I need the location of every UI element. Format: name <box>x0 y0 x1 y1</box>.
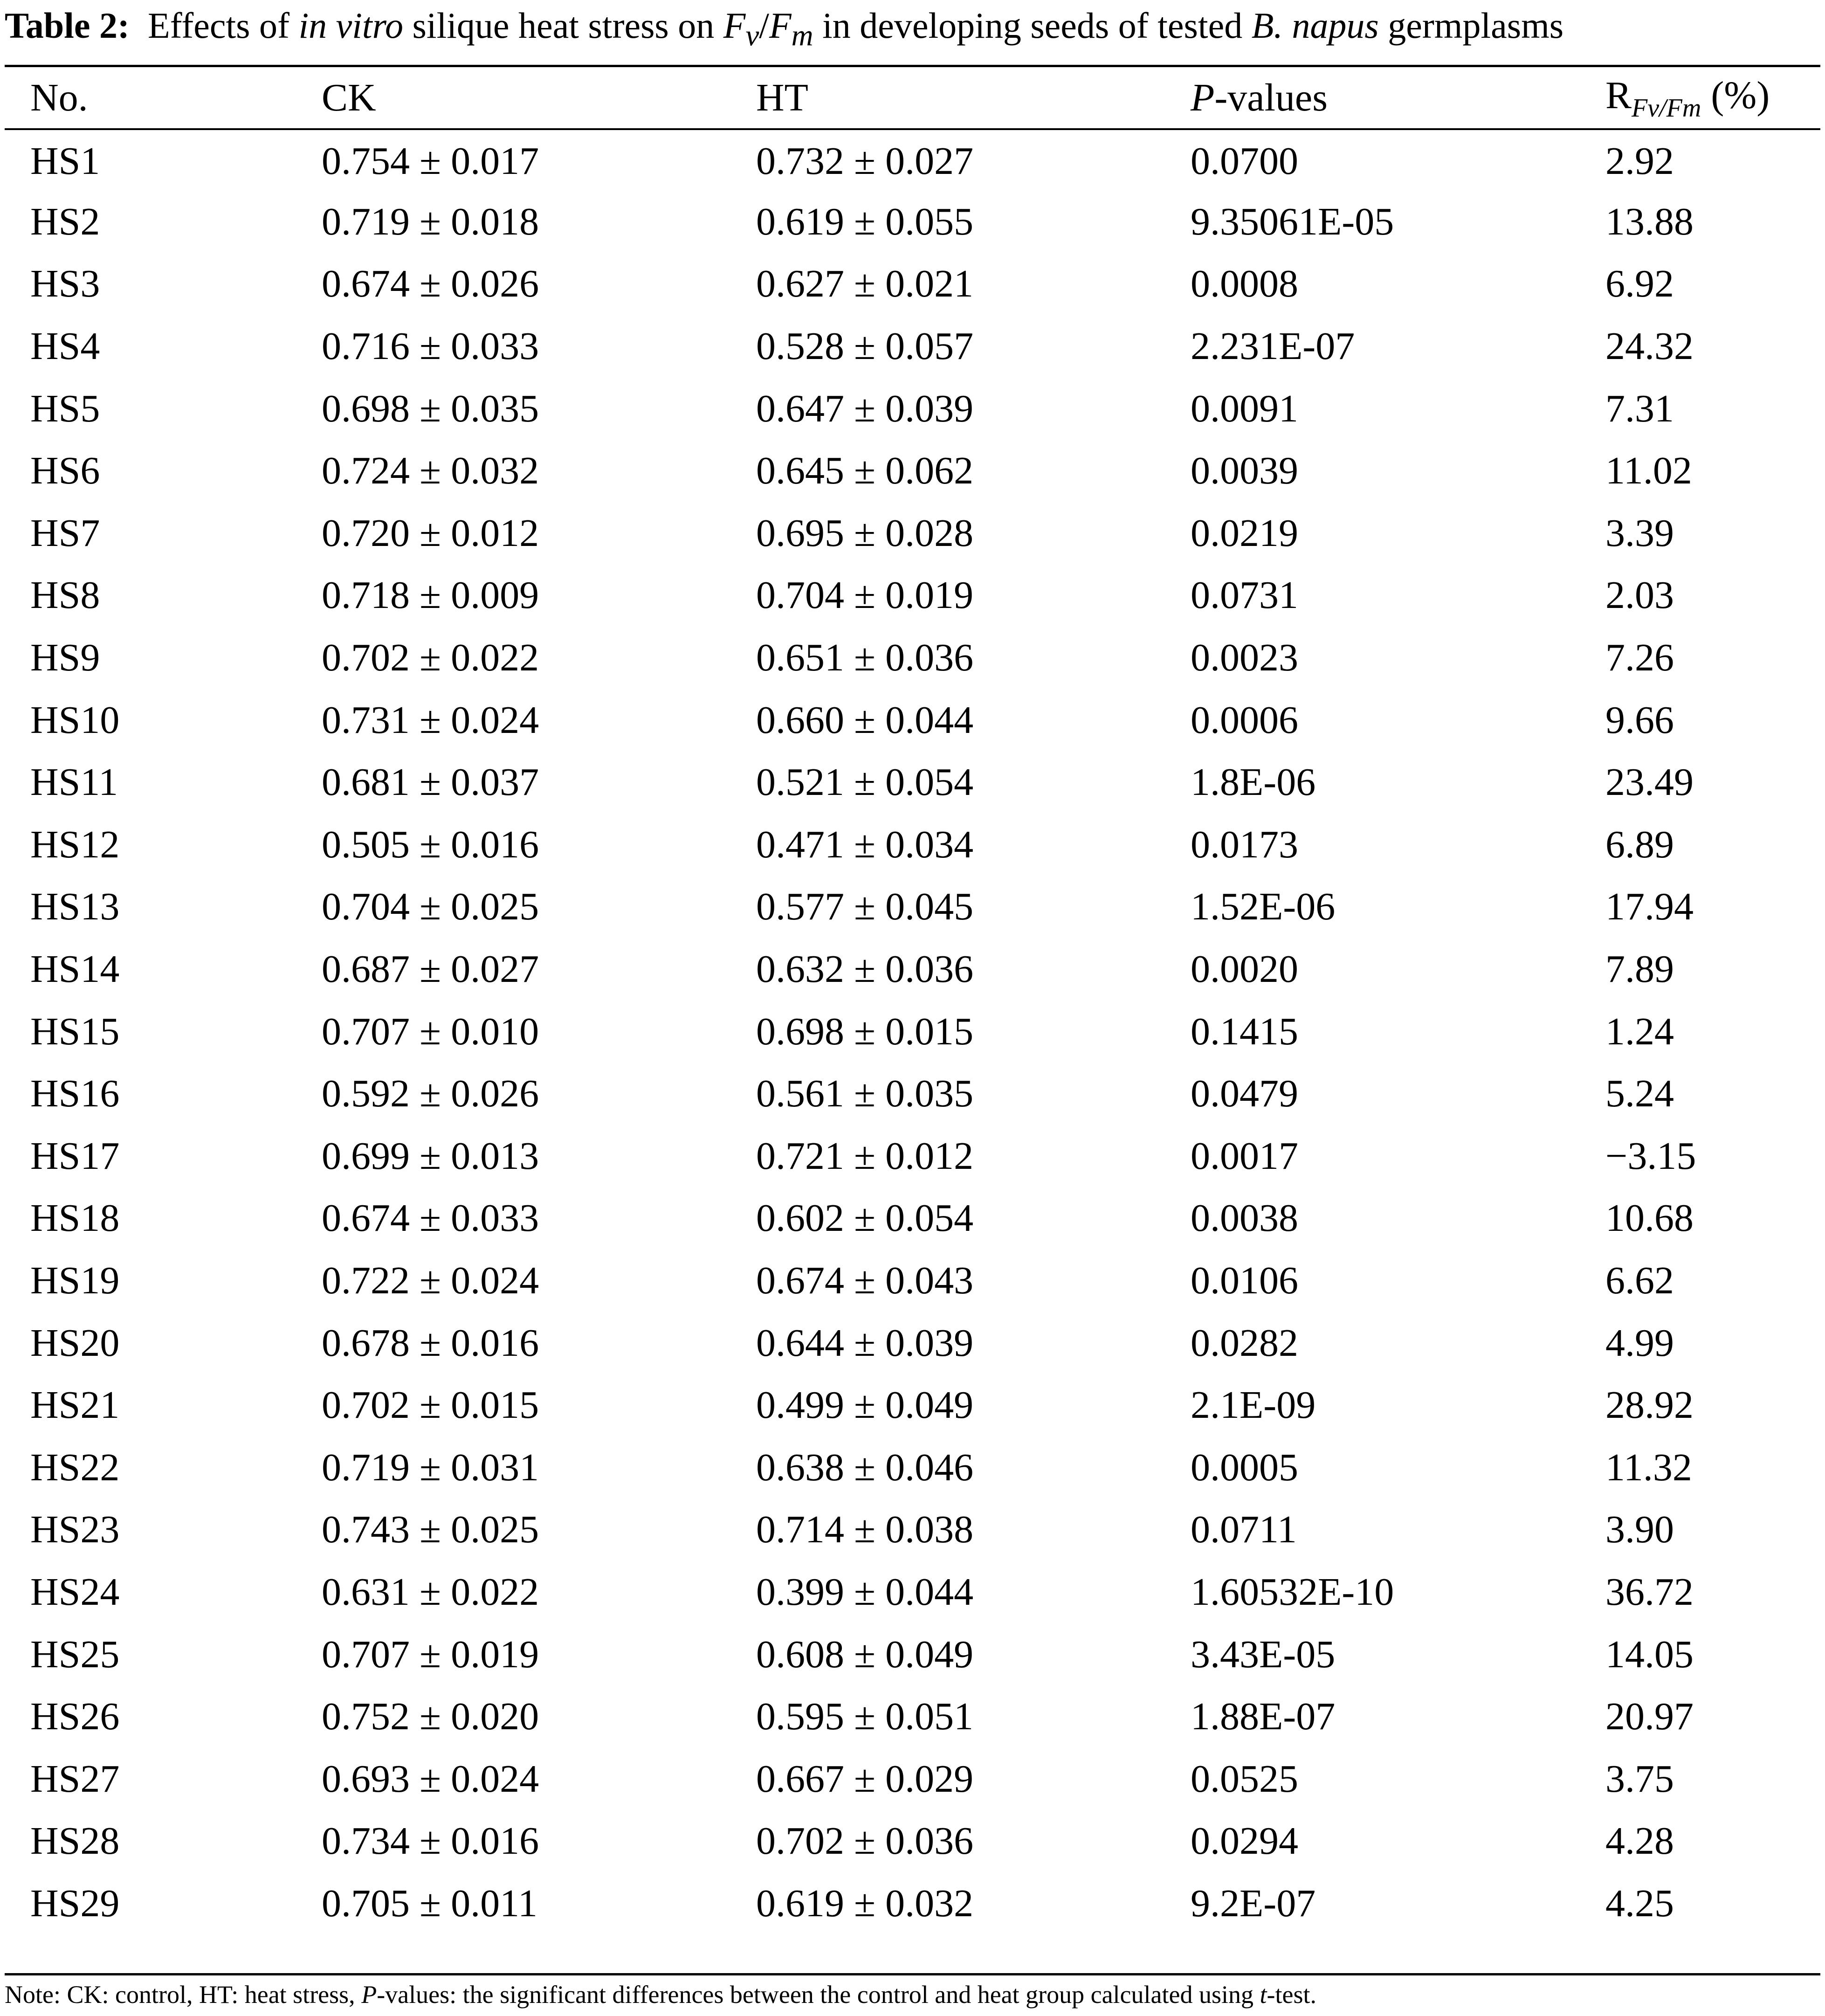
cell-ck: 0.693 ± 0.024 <box>322 1757 539 1801</box>
caption-text-italic: in vitro <box>298 5 404 46</box>
cell-ck: 0.674 ± 0.033 <box>322 1196 539 1240</box>
caption-text-1: Effects of <box>148 5 289 46</box>
table-row <box>5 440 1820 502</box>
cell-r-fvfm: 9.66 <box>1605 698 1674 742</box>
table-row <box>5 1250 1820 1312</box>
header-no: No. <box>30 76 88 119</box>
cell-no: HS3 <box>30 262 100 306</box>
cell-ht: 0.499 ± 0.049 <box>756 1383 974 1427</box>
cell-ht: 0.627 ± 0.021 <box>756 262 974 306</box>
cell-r-fvfm: 24.32 <box>1605 324 1694 368</box>
cell-r-fvfm: 10.68 <box>1605 1196 1694 1240</box>
cell-p-value: 0.0038 <box>1191 1196 1298 1240</box>
cell-p-value: 2.1E-09 <box>1191 1383 1316 1427</box>
cell-r-fvfm: 13.88 <box>1605 200 1694 243</box>
cell-no: HS28 <box>30 1819 120 1863</box>
cell-ht: 0.521 ± 0.054 <box>756 760 974 804</box>
cell-p-value: 0.0017 <box>1191 1134 1298 1178</box>
cell-ck: 0.707 ± 0.010 <box>322 1009 539 1053</box>
cell-p-value: 0.0006 <box>1191 698 1298 742</box>
header-p-values: P-values <box>1191 76 1328 119</box>
cell-p-value: 3.43E-05 <box>1191 1632 1336 1676</box>
cell-r-fvfm: 3.75 <box>1605 1757 1674 1801</box>
cell-no: HS18 <box>30 1196 120 1240</box>
cell-p-value: 0.0005 <box>1191 1445 1298 1489</box>
cell-p-value: 1.88E-07 <box>1191 1695 1336 1739</box>
caption-slash: / <box>759 5 769 46</box>
cell-p-value: 9.2E-07 <box>1191 1881 1316 1925</box>
cell-ck: 0.681 ± 0.037 <box>322 760 539 804</box>
table-row <box>5 627 1820 689</box>
table-row <box>5 689 1820 751</box>
cell-r-fvfm: 3.39 <box>1605 511 1674 555</box>
table-row <box>5 1685 1820 1748</box>
cell-r-fvfm: 6.89 <box>1605 822 1674 866</box>
cell-ck: 0.705 ± 0.011 <box>322 1881 537 1925</box>
table-note: Note: CK: control, HT: heat stress, P-values: the significant differences between the control and heat group calculated using t-test. <box>5 1981 1316 2009</box>
cell-no: HS25 <box>30 1632 120 1676</box>
table-row <box>5 1810 1820 1872</box>
cell-p-value: 0.0479 <box>1191 1072 1298 1116</box>
cell-no: HS21 <box>30 1383 120 1427</box>
table-row <box>5 1747 1820 1810</box>
table-row <box>5 315 1820 378</box>
table-row <box>5 1623 1820 1685</box>
cell-r-fvfm: 2.03 <box>1605 573 1674 617</box>
cell-ck: 0.719 ± 0.031 <box>322 1445 539 1489</box>
cell-p-value: 0.0020 <box>1191 947 1298 991</box>
cell-no: HS14 <box>30 947 120 991</box>
cell-r-fvfm: 2.92 <box>1605 139 1674 183</box>
table-caption <box>5 0 1823 51</box>
table-row <box>5 502 1820 565</box>
cell-p-value: 0.0091 <box>1191 387 1298 430</box>
cell-ck: 0.704 ± 0.025 <box>322 885 539 929</box>
cell-no: HS10 <box>30 698 120 742</box>
cell-no: HS24 <box>30 1570 120 1614</box>
cell-ht: 0.608 ± 0.049 <box>756 1632 974 1676</box>
cell-r-fvfm: 14.05 <box>1605 1632 1694 1676</box>
cell-r-fvfm: 4.99 <box>1605 1321 1674 1365</box>
cell-no: HS20 <box>30 1321 120 1365</box>
cell-ht: 0.647 ± 0.039 <box>756 387 974 430</box>
cell-no: HS16 <box>30 1072 120 1116</box>
cell-r-fvfm: 7.26 <box>1605 636 1674 680</box>
cell-ck: 0.722 ± 0.024 <box>322 1258 539 1302</box>
cell-ck: 0.698 ± 0.035 <box>322 387 539 430</box>
cell-r-fvfm: 11.32 <box>1605 1445 1692 1489</box>
cell-ht: 0.660 ± 0.044 <box>756 698 974 742</box>
cell-no: HS17 <box>30 1134 120 1178</box>
cell-ht: 0.399 ± 0.044 <box>756 1570 974 1614</box>
cell-r-fvfm: 36.72 <box>1605 1570 1694 1614</box>
cell-no: HS6 <box>30 449 100 493</box>
cell-ck: 0.592 ± 0.026 <box>322 1072 539 1116</box>
cell-no: HS5 <box>30 387 100 430</box>
table-row <box>5 191 1820 253</box>
table-row <box>5 814 1820 876</box>
cell-ht: 0.577 ± 0.045 <box>756 885 974 929</box>
cell-p-value: 2.231E-07 <box>1191 324 1355 368</box>
cell-r-fvfm: 6.92 <box>1605 262 1674 306</box>
cell-no: HS27 <box>30 1757 120 1801</box>
header-r-fvfm: $R_{Fv/Fm}$ (%) <box>1605 73 1770 123</box>
table-body <box>5 128 1820 1934</box>
table-row <box>5 1498 1820 1561</box>
cell-ht: 0.667 ± 0.029 <box>756 1757 974 1801</box>
cell-ht: 0.632 ± 0.036 <box>756 947 974 991</box>
cell-r-fvfm: 28.92 <box>1605 1383 1694 1427</box>
header-ck: CK <box>322 76 376 119</box>
table-row <box>5 1125 1820 1188</box>
table-row <box>5 938 1820 1001</box>
cell-p-value: 0.0731 <box>1191 573 1298 617</box>
table-row <box>5 1436 1820 1498</box>
cell-p-value: 1.8E-06 <box>1191 760 1316 804</box>
cell-r-fvfm: 1.24 <box>1605 1009 1674 1053</box>
cell-ck: 0.734 ± 0.016 <box>322 1819 539 1863</box>
cell-ck: 0.754 ± 0.017 <box>322 139 539 183</box>
cell-ht: 0.471 ± 0.034 <box>756 822 974 866</box>
cell-ht: 0.698 ± 0.015 <box>756 1009 974 1053</box>
cell-r-fvfm: 4.28 <box>1605 1819 1674 1863</box>
cell-p-value: 0.0106 <box>1191 1258 1298 1302</box>
caption-fv: $F_v$ <box>723 5 759 53</box>
caption-text-4: germplasms <box>1388 5 1564 46</box>
table-row <box>5 253 1820 315</box>
cell-ht: 0.561 ± 0.035 <box>756 1072 974 1116</box>
results-table <box>5 67 1820 1934</box>
cell-no: HS7 <box>30 511 100 555</box>
cell-p-value: 0.0525 <box>1191 1757 1298 1801</box>
cell-ht: 0.721 ± 0.012 <box>756 1134 974 1178</box>
caption-fm: $F_m$ <box>769 5 813 53</box>
cell-no: HS11 <box>30 760 118 804</box>
cell-no: HS15 <box>30 1009 120 1053</box>
cell-ht: 0.645 ± 0.062 <box>756 449 974 493</box>
cell-r-fvfm: 11.02 <box>1605 449 1692 493</box>
cell-r-fvfm: 20.97 <box>1605 1695 1694 1739</box>
caption-species: B. napus <box>1251 5 1379 46</box>
cell-ck: 0.631 ± 0.022 <box>322 1570 539 1614</box>
table-row <box>5 1872 1820 1935</box>
cell-ht: 0.695 ± 0.028 <box>756 511 974 555</box>
table-row <box>5 1063 1820 1125</box>
cell-no: HS8 <box>30 573 100 617</box>
cell-ht: 0.619 ± 0.055 <box>756 200 974 243</box>
cell-ht: 0.619 ± 0.032 <box>756 1881 974 1925</box>
cell-ck: 0.702 ± 0.022 <box>322 636 539 680</box>
caption-text-2: silique heat stress on <box>412 5 715 46</box>
cell-p-value: 0.0173 <box>1191 822 1298 866</box>
table-row <box>5 1374 1820 1436</box>
table-row <box>5 1187 1820 1250</box>
cell-ht: 0.702 ± 0.036 <box>756 1819 974 1863</box>
cell-ht: 0.602 ± 0.054 <box>756 1196 974 1240</box>
cell-no: HS26 <box>30 1695 120 1739</box>
table-row <box>5 564 1820 627</box>
cell-p-value: 0.0700 <box>1191 139 1298 183</box>
cell-no: HS22 <box>30 1445 120 1489</box>
cell-r-fvfm: 17.94 <box>1605 885 1694 929</box>
header-row <box>5 67 1820 128</box>
caption-text-3: in developing seeds of tested <box>822 5 1243 46</box>
cell-ht: 0.714 ± 0.038 <box>756 1508 974 1552</box>
cell-ht: 0.704 ± 0.019 <box>756 573 974 617</box>
cell-no: HS12 <box>30 822 120 866</box>
cell-ht: 0.644 ± 0.039 <box>756 1321 974 1365</box>
cell-r-fvfm: 5.24 <box>1605 1072 1674 1116</box>
cell-no: HS9 <box>30 636 100 680</box>
cell-ck: 0.699 ± 0.013 <box>322 1134 539 1178</box>
table-row <box>5 377 1820 440</box>
cell-r-fvfm: 23.49 <box>1605 760 1694 804</box>
cell-no: HS2 <box>30 200 100 243</box>
cell-ht: 0.732 ± 0.027 <box>756 139 974 183</box>
cell-ck: 0.707 ± 0.019 <box>322 1632 539 1676</box>
cell-p-value: 0.0039 <box>1191 449 1298 493</box>
cell-ck: 0.716 ± 0.033 <box>322 324 539 368</box>
table-row <box>5 1312 1820 1374</box>
cell-ht: 0.638 ± 0.046 <box>756 1445 974 1489</box>
table-row <box>5 1561 1820 1623</box>
cell-ck: 0.724 ± 0.032 <box>322 449 539 493</box>
cell-r-fvfm: 4.25 <box>1605 1881 1674 1925</box>
table-row <box>5 751 1820 814</box>
cell-p-value: 0.0008 <box>1191 262 1298 306</box>
cell-p-value: 0.1415 <box>1191 1009 1298 1053</box>
cell-ck: 0.752 ± 0.020 <box>322 1695 539 1739</box>
cell-ht: 0.528 ± 0.057 <box>756 324 974 368</box>
caption-label: Table 2: <box>5 5 130 46</box>
cell-no: HS1 <box>30 139 100 183</box>
cell-no: HS13 <box>30 885 120 929</box>
cell-no: HS19 <box>30 1258 120 1302</box>
table-row <box>5 1000 1820 1063</box>
cell-r-fvfm: −3.15 <box>1605 1134 1696 1178</box>
cell-p-value: 1.60532E-10 <box>1191 1570 1394 1614</box>
cell-ck: 0.674 ± 0.026 <box>322 262 539 306</box>
cell-r-fvfm: 3.90 <box>1605 1508 1674 1552</box>
cell-r-fvfm: 7.31 <box>1605 387 1674 430</box>
cell-ck: 0.678 ± 0.016 <box>322 1321 539 1365</box>
cell-ck: 0.702 ± 0.015 <box>322 1383 539 1427</box>
cell-no: HS23 <box>30 1508 120 1552</box>
cell-p-value: 9.35061E-05 <box>1191 200 1394 243</box>
cell-p-value: 1.52E-06 <box>1191 885 1336 929</box>
cell-ht: 0.595 ± 0.051 <box>756 1695 974 1739</box>
cell-no: HS4 <box>30 324 100 368</box>
cell-ht: 0.651 ± 0.036 <box>756 636 974 680</box>
cell-p-value: 0.0219 <box>1191 511 1298 555</box>
table-row <box>5 128 1820 191</box>
cell-ck: 0.720 ± 0.012 <box>322 511 539 555</box>
cell-ck: 0.719 ± 0.018 <box>322 200 539 243</box>
cell-p-value: 0.0282 <box>1191 1321 1298 1365</box>
cell-ck: 0.731 ± 0.024 <box>322 698 539 742</box>
cell-p-value: 0.0711 <box>1191 1508 1297 1552</box>
cell-r-fvfm: 7.89 <box>1605 947 1674 991</box>
table-row <box>5 876 1820 938</box>
cell-p-value: 0.0294 <box>1191 1819 1298 1863</box>
cell-ck: 0.687 ± 0.027 <box>322 947 539 991</box>
cell-r-fvfm: 6.62 <box>1605 1258 1674 1302</box>
cell-ck: 0.718 ± 0.009 <box>322 573 539 617</box>
cell-ht: 0.674 ± 0.043 <box>756 1258 974 1302</box>
cell-p-value: 0.0023 <box>1191 636 1298 680</box>
header-ht: HT <box>756 76 808 119</box>
cell-ck: 0.743 ± 0.025 <box>322 1508 539 1552</box>
cell-ck: 0.505 ± 0.016 <box>322 822 539 866</box>
cell-no: HS29 <box>30 1881 120 1925</box>
